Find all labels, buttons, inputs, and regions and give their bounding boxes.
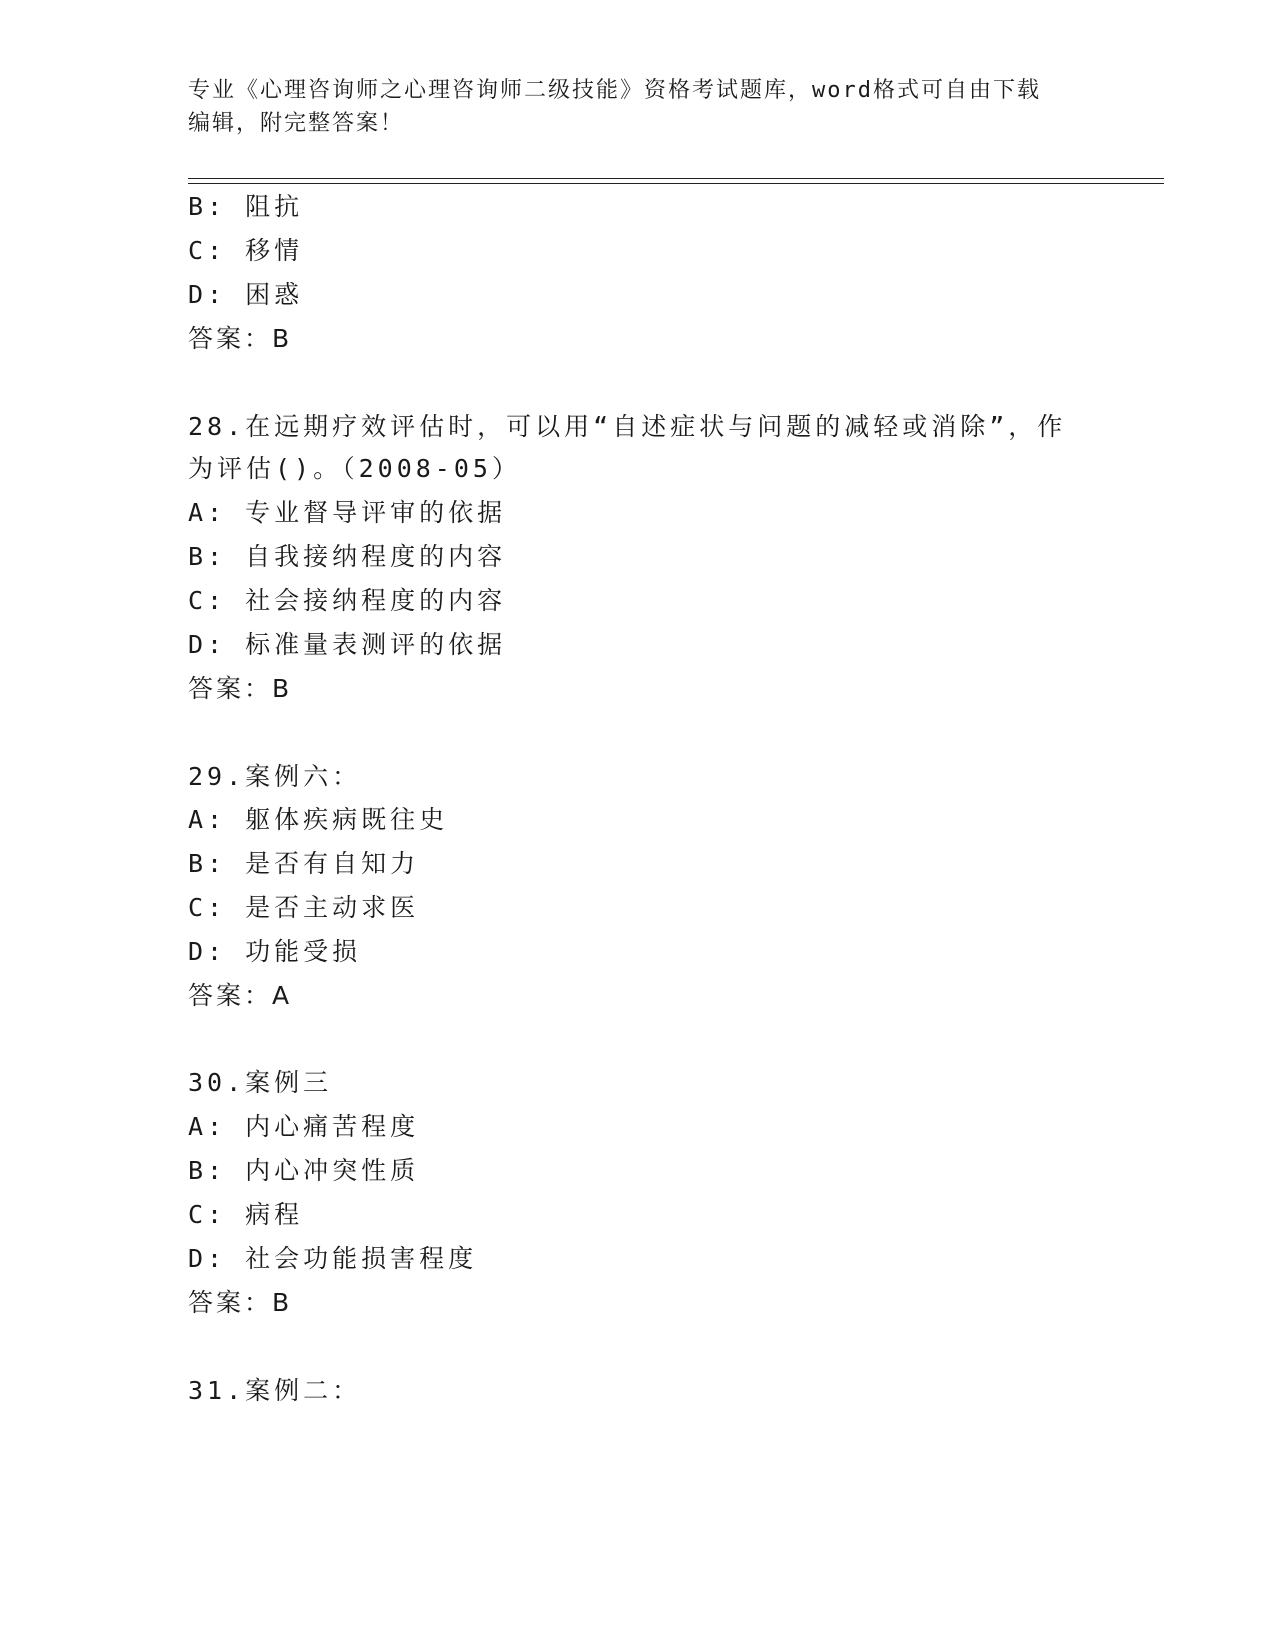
q30-option-a: A: 内心痛苦程度 (188, 1112, 420, 1141)
q28-option-c: C: 社会接纳程度的内容 (188, 586, 507, 615)
header-line-1: 专业《心理咨询师之心理咨询师二级技能》资格考试题库，word格式可自由下载 (188, 78, 1041, 103)
q27-option-b: B: 阻抗 (188, 192, 304, 221)
q28-title-line-2: 为评估()。（2008-05） (188, 454, 521, 483)
q30-option-c: C: 病程 (188, 1200, 304, 1229)
q29-option-d: D: 功能受损 (188, 937, 362, 966)
q27-answer: 答案：B (188, 324, 293, 353)
q27-option-c: C: 移情 (188, 236, 304, 265)
q29-option-b: B: 是否有自知力 (188, 849, 420, 878)
header-line-2: 编辑，附完整答案！ (188, 111, 405, 136)
q31-title: 31.案例二： (188, 1376, 362, 1405)
q28-option-a: A: 专业督导评审的依据 (188, 498, 507, 527)
q30-option-b: B: 内心冲突性质 (188, 1156, 420, 1185)
q29-option-a: A: 躯体疾病既往史 (188, 805, 449, 834)
header-divider-top (188, 178, 1164, 179)
q30-title: 30.案例三 (188, 1068, 333, 1097)
q28-option-d: D: 标准量表测评的依据 (188, 630, 507, 659)
q30-answer: 答案：B (188, 1288, 293, 1317)
q30-option-d: D: 社会功能损害程度 (188, 1244, 478, 1273)
q28-answer: 答案：B (188, 674, 293, 703)
header-divider-bottom (188, 183, 1164, 184)
q29-answer: 答案：A (188, 981, 293, 1010)
q28-option-b: B: 自我接纳程度的内容 (188, 542, 507, 571)
q29-option-c: C: 是否主动求医 (188, 893, 420, 922)
document-header (188, 74, 1088, 140)
q27-option-d: D: 困惑 (188, 280, 304, 309)
q28-title-line-1: 28.在远期疗效评估时，可以用“自述症状与问题的减轻或消除”，作 (188, 412, 1067, 441)
q29-title: 29.案例六： (188, 762, 362, 791)
